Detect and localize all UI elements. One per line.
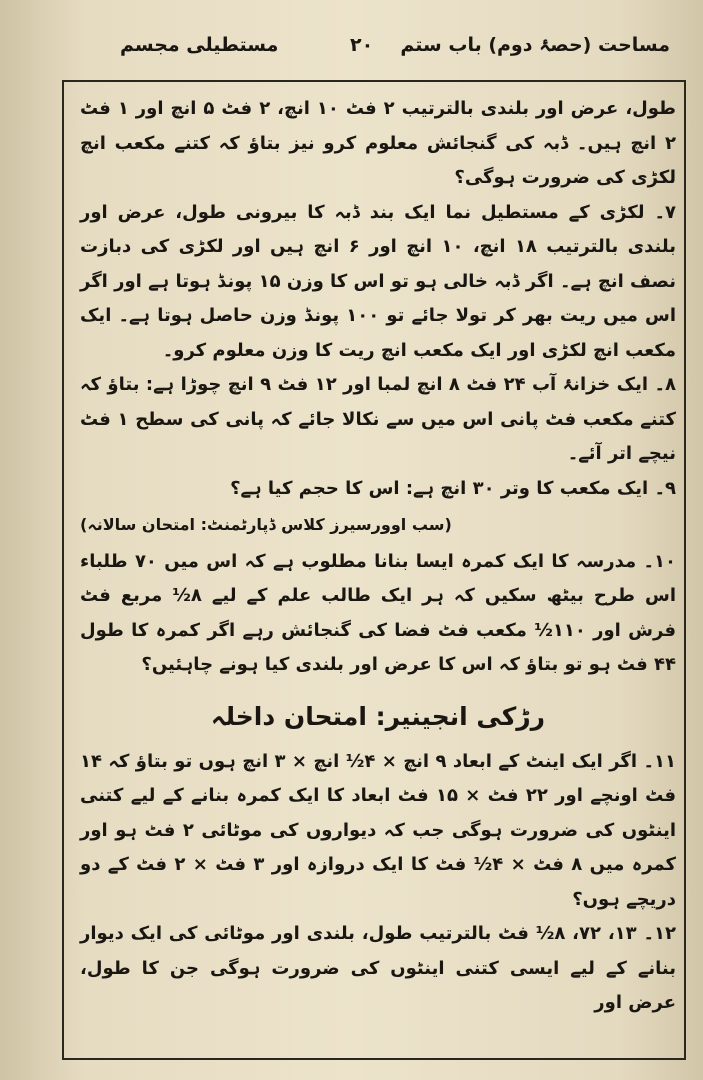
header-chapter: مساحت (حصۂ دوم) باب ستم	[400, 34, 670, 56]
page-body	[80, 92, 676, 1021]
paragraph-q7: ۷۔ لکڑی کے مستطیل نما ایک بند ڈبہ کا بیرونی طول، عرض اور بلندی بالترتیب ۱۸ انچ، ۱۰ انچ اور ۶ انچ ہیں اور لکڑی کی دبازت نصف انچ ہے۔ اگر ڈبہ خالی ہو تو اس کا وزن ۱۵ پونڈ ہوتا ہے اور اگر اس میں ریت بھر کر تولا جائے تو ۱۰۰ پونڈ وزن حاصل ہوتا ہے۔ ایک مکعب انچ لکڑی اور ایک مکعب انچ ریت کا وزن معلوم کرو۔	[80, 201, 676, 361]
paragraph-q11: ۱۱۔ اگر ایک اینٹ کے ابعاد ۹ انچ × ۴½ انچ × ۳ انچ ہوں تو بتاؤ کہ ۱۴ فٹ اونچے اور ۲۲ فٹ × ۱۵ فٹ ابعاد کا ایک کمرہ بنانے کے لیے کتنی اینٹوں کی ضرورت ہوگی جب کہ دیواروں کی موٹائی ۲ فٹ ہو اور کمرہ میں ۸ فٹ × ۴½ فٹ کا ایک دروازہ اور ۳ فٹ × ۲ فٹ کے دو دریچے ہوں؟	[80, 750, 677, 910]
section-heading: رڑکی انجینیر: امتحان داخلہ	[210, 701, 546, 731]
paragraph-q10: ۱۰۔ مدرسہ کا ایک کمرہ ایسا بنانا مطلوب ہے کہ اس میں ۷۰ طلباء اس طرح بیٹھ سکیں کہ ہر ایک طالب علم کے لیے ۸½ مربع فٹ فرش اور ۱۱۰½ مکعب فٹ فضا کی گنجائش رہے اگر کمرہ کا طول ۴۴ فٹ ہو تو بتاؤ کہ اس کا عرض اور بلندی کیا ہونے چاہئیں؟	[80, 550, 676, 675]
paragraph-q6-cont: طول، عرض اور بلندی بالترتیب ۲ فٹ ۱۰ انچ، ۲ فٹ ۵ انچ اور ۱ فٹ ۲ انچ ہیں۔ ڈبہ کی گنجائش معلوم کرو نیز بتاؤ کہ کتنے مکعب انچ لکڑی کی ضرورت ہوگی؟	[80, 98, 677, 188]
paragraph-q8: ۸۔ ایک خزانۂ آب ۲۴ فٹ ۸ انچ لمبا اور ۱۲ فٹ ۹ انچ چوڑا ہے: بتاؤ کہ کتنے مکعب فٹ پانی اس میں سے نکالا جائے کہ پانی کی سطح ۱ فٹ نیچے اتر آئے۔	[80, 374, 677, 464]
paragraph-q12: ۱۲۔ ۱۳، ۷۲، ۸½ فٹ بالترتیب طول، بلندی اور موٹائی کی ایک دیوار بنانے کے لیے ایسی کتنی اینٹوں کی ضرورت ہوگی جن کا طول، عرض اور	[80, 923, 676, 1013]
paragraph-q9: ۹۔ ایک مکعب کا وتر ۳۰ انچ ہے: اس کا حجم کیا ہے؟	[230, 477, 676, 499]
header-topic: مستطیلی مجسم	[120, 34, 279, 56]
page-header	[60, 30, 690, 66]
page-number: ۲۰	[350, 34, 374, 56]
source-note: (سب اوورسیرز کلاس ڈپارٹمنٹ: امتحان سالانہ)	[80, 515, 452, 534]
